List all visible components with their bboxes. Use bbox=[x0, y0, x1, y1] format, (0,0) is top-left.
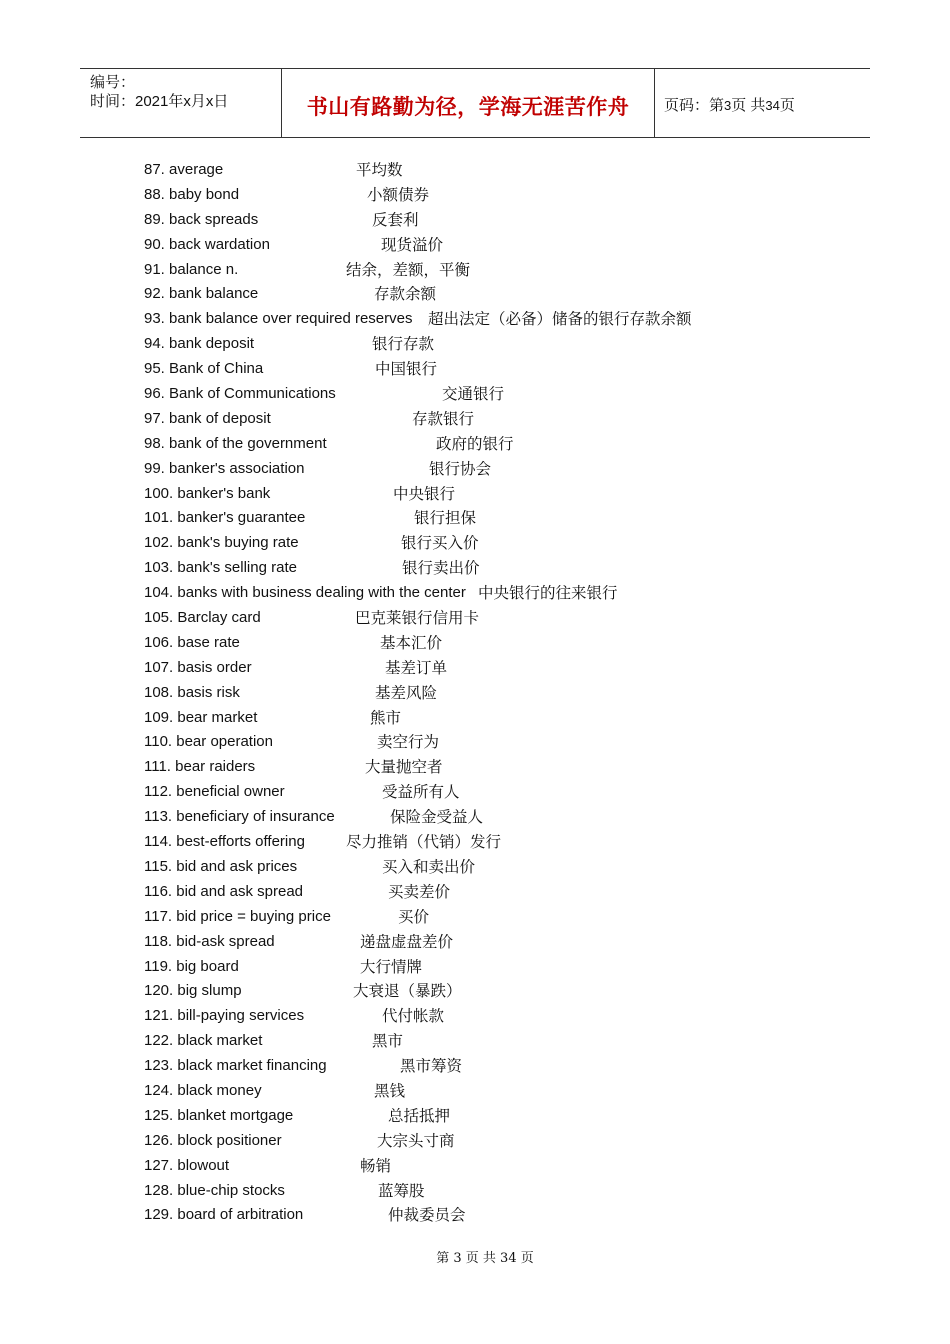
chinese-translation: 保险金受益人 bbox=[390, 808, 484, 827]
english-term: 110. bear operation bbox=[144, 733, 273, 751]
english-term: 87. average bbox=[144, 161, 224, 178]
chinese-translation: 总括抵押 bbox=[388, 1106, 451, 1125]
english-term: 105. Barclay card bbox=[144, 609, 261, 627]
english-term: 94. bank deposit bbox=[144, 335, 255, 353]
english-term: 108. basis risk bbox=[144, 683, 240, 701]
page-header bbox=[80, 68, 870, 138]
list-item bbox=[0, 955, 950, 980]
english-term: 97. bank of deposit bbox=[144, 409, 271, 427]
chinese-translation: 中央银行 bbox=[393, 484, 456, 503]
chinese-translation: 小额债券 bbox=[367, 185, 430, 204]
page-number: 3 bbox=[724, 98, 732, 113]
english-term: 99. banker's association bbox=[144, 459, 305, 477]
english-term: 88. baby bond bbox=[144, 185, 240, 203]
english-term: 122. black market bbox=[144, 1032, 263, 1050]
english-term: 100. banker's bank bbox=[144, 484, 271, 502]
list-item bbox=[0, 880, 950, 905]
chinese-translation: 基差风险 bbox=[375, 683, 438, 702]
chinese-translation: 银行担保 bbox=[414, 509, 477, 528]
list-item bbox=[0, 1104, 950, 1129]
chinese-translation: 卖空行为 bbox=[377, 733, 440, 752]
list-item bbox=[0, 979, 950, 1004]
chinese-translation: 仲裁委员会 bbox=[388, 1206, 466, 1225]
english-term: 111. bear raiders bbox=[144, 758, 256, 776]
english-term: 127. blowout bbox=[144, 1156, 230, 1174]
chinese-translation: 代付帐款 bbox=[382, 1007, 445, 1026]
chinese-translation: 存款余额 bbox=[374, 285, 437, 304]
list-item bbox=[0, 531, 950, 556]
list-item bbox=[0, 830, 950, 855]
list-item bbox=[0, 482, 950, 507]
list-item bbox=[0, 382, 950, 407]
page-total: 34 bbox=[765, 98, 780, 113]
english-term: 107. basis order bbox=[144, 658, 252, 676]
chinese-translation: 买入和卖出价 bbox=[382, 857, 476, 876]
chinese-translation: 银行买入价 bbox=[401, 534, 479, 553]
list-item bbox=[0, 1079, 950, 1104]
chinese-translation: 大宗头寸商 bbox=[377, 1131, 455, 1150]
chinese-translation: 银行协会 bbox=[429, 459, 492, 478]
english-term: 117. bid price = buying price bbox=[144, 907, 331, 925]
chinese-translation: 交通银行 bbox=[442, 385, 505, 404]
english-term: 124. black money bbox=[144, 1081, 262, 1099]
english-term: 116. bid and ask spread bbox=[144, 882, 304, 900]
list-item bbox=[0, 158, 950, 183]
english-term: 129. board of arbitration bbox=[144, 1206, 304, 1224]
chinese-translation: 受益所有人 bbox=[382, 783, 460, 802]
list-item bbox=[0, 930, 950, 955]
list-item bbox=[0, 1054, 950, 1079]
date-label: 时间：2021年x月x日 bbox=[90, 93, 229, 110]
english-term: 106. base rate bbox=[144, 633, 240, 651]
english-term: 128. blue-chip stocks bbox=[144, 1181, 285, 1199]
english-term: 120. big slump bbox=[144, 982, 242, 1000]
header-divider bbox=[654, 69, 655, 137]
english-term: 90. back wardation bbox=[144, 235, 270, 253]
list-item bbox=[0, 681, 950, 706]
chinese-translation: 结余，差额，平衡 bbox=[346, 260, 471, 279]
page-suffix: 页 bbox=[779, 97, 795, 114]
english-term: 123. black market financing bbox=[144, 1057, 327, 1075]
code-label: 编号： bbox=[90, 74, 136, 91]
chinese-translation: 基本汇价 bbox=[380, 633, 443, 652]
english-term: 109. bear market bbox=[144, 708, 258, 726]
list-item bbox=[0, 1129, 950, 1154]
english-term: 91. balance n. bbox=[144, 260, 239, 278]
english-term: 115. bid and ask prices bbox=[144, 857, 298, 875]
chinese-translation: 黑钱 bbox=[374, 1081, 406, 1100]
english-term: 119. big board bbox=[144, 957, 239, 975]
chinese-translation: 熊市 bbox=[370, 708, 402, 727]
header-info bbox=[90, 73, 228, 111]
list-item bbox=[0, 183, 950, 208]
list-item bbox=[0, 457, 950, 482]
list-item bbox=[0, 780, 950, 805]
list-item bbox=[0, 706, 950, 731]
chinese-translation: 黑市 bbox=[372, 1032, 404, 1051]
chinese-translation: 大衰退（暴跌） bbox=[353, 982, 462, 1001]
list-item bbox=[0, 805, 950, 830]
chinese-translation: 基差订单 bbox=[385, 658, 448, 677]
chinese-translation: 买卖差价 bbox=[388, 882, 451, 901]
english-term: 102. bank's buying rate bbox=[144, 534, 299, 552]
english-term: 101. banker's guarantee bbox=[144, 509, 306, 527]
chinese-translation: 中国银行 bbox=[375, 360, 438, 379]
english-term: 93. bank balance over required reserves bbox=[144, 310, 413, 328]
list-item bbox=[0, 905, 950, 930]
list-item bbox=[0, 1004, 950, 1029]
chinese-translation: 反套利 bbox=[372, 210, 419, 229]
english-term: 104. banks with business dealing with the center bbox=[144, 584, 466, 602]
list-item bbox=[0, 1154, 950, 1179]
list-item bbox=[0, 855, 950, 880]
list-item bbox=[0, 332, 950, 357]
list-item bbox=[0, 656, 950, 681]
chinese-translation: 畅销 bbox=[360, 1156, 392, 1175]
chinese-translation: 现货溢价 bbox=[381, 235, 444, 254]
header-page-indicator bbox=[664, 94, 795, 115]
list-item bbox=[0, 755, 950, 780]
english-term: 126. block positioner bbox=[144, 1131, 282, 1149]
chinese-translation: 银行卖出价 bbox=[402, 559, 480, 578]
glossary-list bbox=[0, 158, 950, 1228]
list-item bbox=[0, 581, 950, 606]
list-item bbox=[0, 357, 950, 382]
chinese-translation: 巴克莱银行信用卡 bbox=[355, 609, 480, 628]
list-item bbox=[0, 307, 950, 332]
english-term: 103. bank's selling rate bbox=[144, 559, 297, 577]
list-item bbox=[0, 730, 950, 755]
chinese-translation: 中央银行的往来银行 bbox=[478, 584, 618, 603]
list-item bbox=[0, 506, 950, 531]
list-item bbox=[0, 1029, 950, 1054]
chinese-translation: 买价 bbox=[398, 907, 430, 926]
page-footer: 第 3 页 共 34 页 bbox=[436, 1251, 534, 1266]
list-item bbox=[0, 407, 950, 432]
list-item bbox=[0, 556, 950, 581]
list-item bbox=[0, 631, 950, 656]
list-item bbox=[0, 606, 950, 631]
list-item bbox=[0, 1179, 950, 1204]
list-item bbox=[0, 432, 950, 457]
list-item bbox=[0, 1203, 950, 1228]
chinese-translation: 银行存款 bbox=[372, 335, 435, 354]
english-term: 95. Bank of China bbox=[144, 360, 264, 378]
chinese-translation: 黑市筹资 bbox=[400, 1057, 463, 1076]
header-motto: 书山有路勤为径，学海无涯苦作舟 bbox=[306, 95, 630, 119]
page-mid: 页 共 bbox=[731, 97, 766, 114]
list-item bbox=[0, 233, 950, 258]
english-term: 125. blanket mortgage bbox=[144, 1106, 294, 1124]
chinese-translation: 蓝筹股 bbox=[378, 1181, 425, 1200]
english-term: 114. best-efforts offering bbox=[144, 833, 305, 851]
chinese-translation: 平均数 bbox=[356, 161, 403, 179]
list-item bbox=[0, 282, 950, 307]
chinese-translation: 存款银行 bbox=[412, 409, 475, 428]
chinese-translation: 大量抛空者 bbox=[365, 758, 443, 777]
chinese-translation: 尽力推销（代销）发行 bbox=[346, 833, 502, 852]
english-term: 121. bill-paying services bbox=[144, 1007, 305, 1025]
chinese-translation: 递盘虚盘差价 bbox=[360, 932, 454, 951]
list-item bbox=[0, 258, 950, 283]
english-term: 113. beneficiary of insurance bbox=[144, 808, 335, 826]
chinese-translation: 政府的银行 bbox=[436, 434, 514, 453]
english-term: 96. Bank of Communications bbox=[144, 385, 336, 403]
list-item bbox=[0, 208, 950, 233]
english-term: 118. bid-ask spread bbox=[144, 932, 275, 950]
english-term: 98. bank of the government bbox=[144, 434, 327, 452]
english-term: 92. bank balance bbox=[144, 285, 259, 303]
chinese-translation: 大行情牌 bbox=[360, 957, 423, 976]
english-term: 89. back spreads bbox=[144, 210, 259, 228]
page-prefix: 页码：第 bbox=[664, 97, 725, 114]
english-term: 112. beneficial owner bbox=[144, 783, 285, 801]
chinese-translation: 超出法定（必备）储备的银行存款余额 bbox=[428, 310, 692, 329]
